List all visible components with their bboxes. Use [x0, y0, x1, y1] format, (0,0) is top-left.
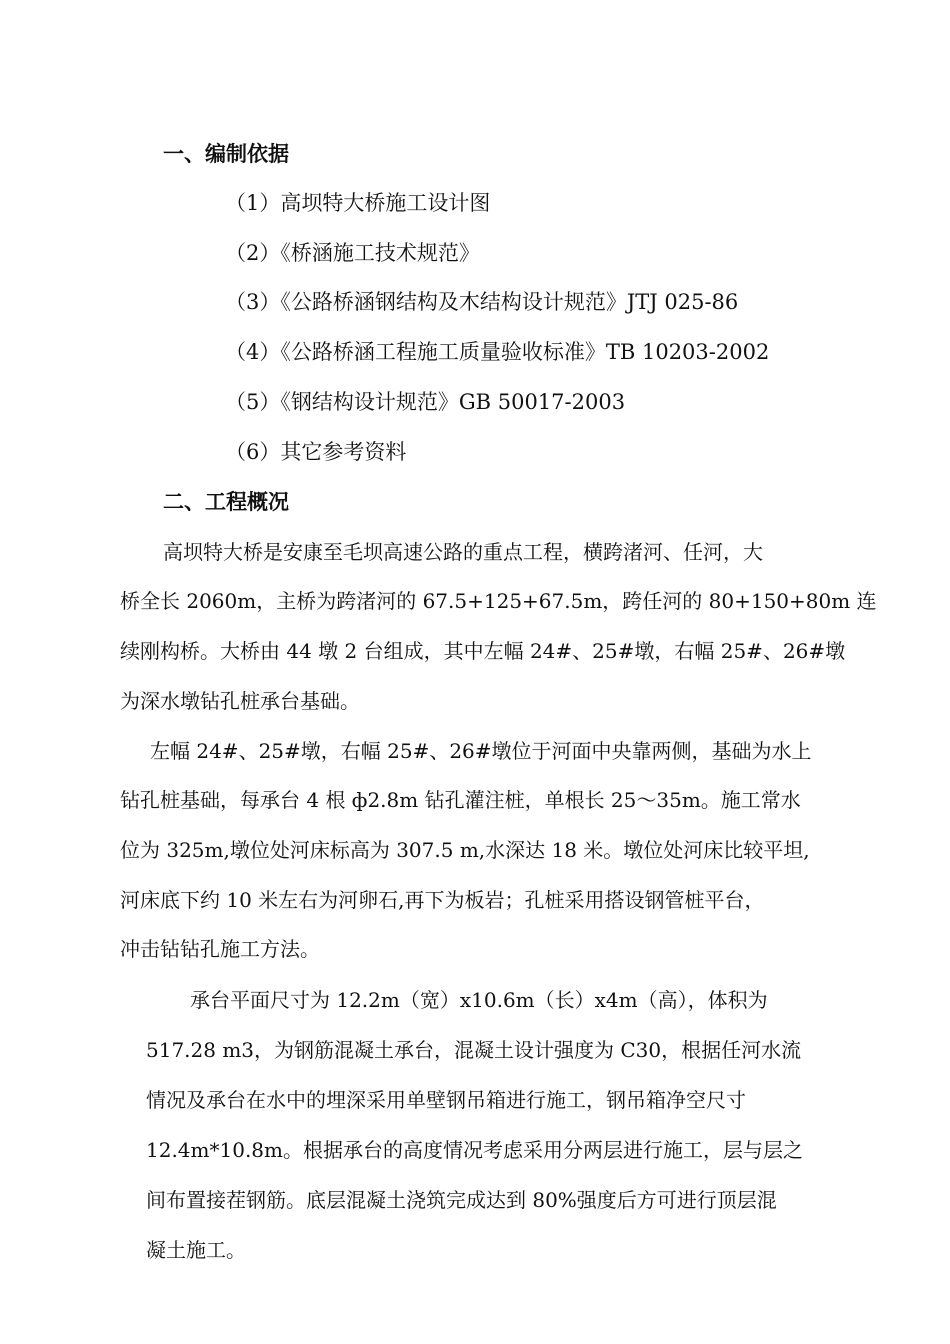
- reference-item: （2）《桥涵施工技术规范》: [225, 241, 480, 265]
- paragraph-line: 为深水墩钻孔桩承台基础。: [120, 689, 360, 713]
- reference-item: （1）高坝特大桥施工设计图: [225, 191, 491, 215]
- reference-item: （3）《公路桥涵钢结构及木结构设计规范》JTJ 025-86: [225, 290, 739, 314]
- paragraph-line: 冲击钻钻孔施工方法。: [120, 937, 320, 961]
- paragraph-line: 承台平面尺寸为 12.2m（宽）x10.6m（长）x4m（高），体积为: [190, 988, 768, 1012]
- paragraph-line: 517.28 m3，为钢筋混凝土承台，混凝土设计强度为 C30，根据任河水流: [146, 1038, 802, 1062]
- reference-item: （4）《公路桥涵工程施工质量验收标准》TB 10203-2002: [225, 340, 770, 364]
- paragraph-line: 12.4m*10.8m。根据承台的高度情况考虑采用分两层进行施工，层与层之: [146, 1138, 803, 1162]
- paragraph-line: 间布置接茬钢筋。底层混凝土浇筑完成达到 80%强度后方可进行顶层混: [146, 1188, 777, 1212]
- paragraph-line: 位为 325m,墩位处河床标高为 307.5 m,水深达 18 米。墩位处河床比较平坦,: [120, 838, 810, 862]
- reference-item: （6）其它参考资料: [225, 440, 407, 464]
- paragraph-line: 左幅 24#、25#墩，右幅 25#、26#墩位于河面中央靠两侧，基础为水上: [150, 739, 812, 763]
- section-heading: 一、编制依据: [163, 142, 289, 166]
- paragraph-line: 桥全长 2060m，主桥为跨渚河的 67.5+125+67.5m，跨任河的 80+150+80m 连: [120, 589, 877, 613]
- paragraph-line: 河床底下约 10 米左右为河卵石,再下为板岩；孔桩采用搭设钢管桩平台，: [120, 888, 765, 912]
- paragraph-line: 情况及承台在水中的埋深采用单壁钢吊箱进行施工，钢吊箱净空尺寸: [146, 1088, 746, 1112]
- paragraph-line: 钻孔桩基础，每承台 4 根 ф2.8m 钻孔灌注桩，单根长 25～35m。施工常水: [120, 788, 801, 812]
- section-heading: 二、工程概况: [163, 490, 289, 514]
- reference-item: （5）《钢结构设计规范》GB 50017-2003: [225, 390, 626, 414]
- paragraph-line: 续刚构桥。大桥由 44 墩 2 台组成，其中左幅 24#、25#墩，右幅 25#、26#墩: [120, 639, 846, 663]
- paragraph-line: 高坝特大桥是安康至毛坝高速公路的重点工程，横跨渚河、任河，大: [163, 540, 763, 564]
- paragraph-line: 凝土施工。: [146, 1238, 246, 1262]
